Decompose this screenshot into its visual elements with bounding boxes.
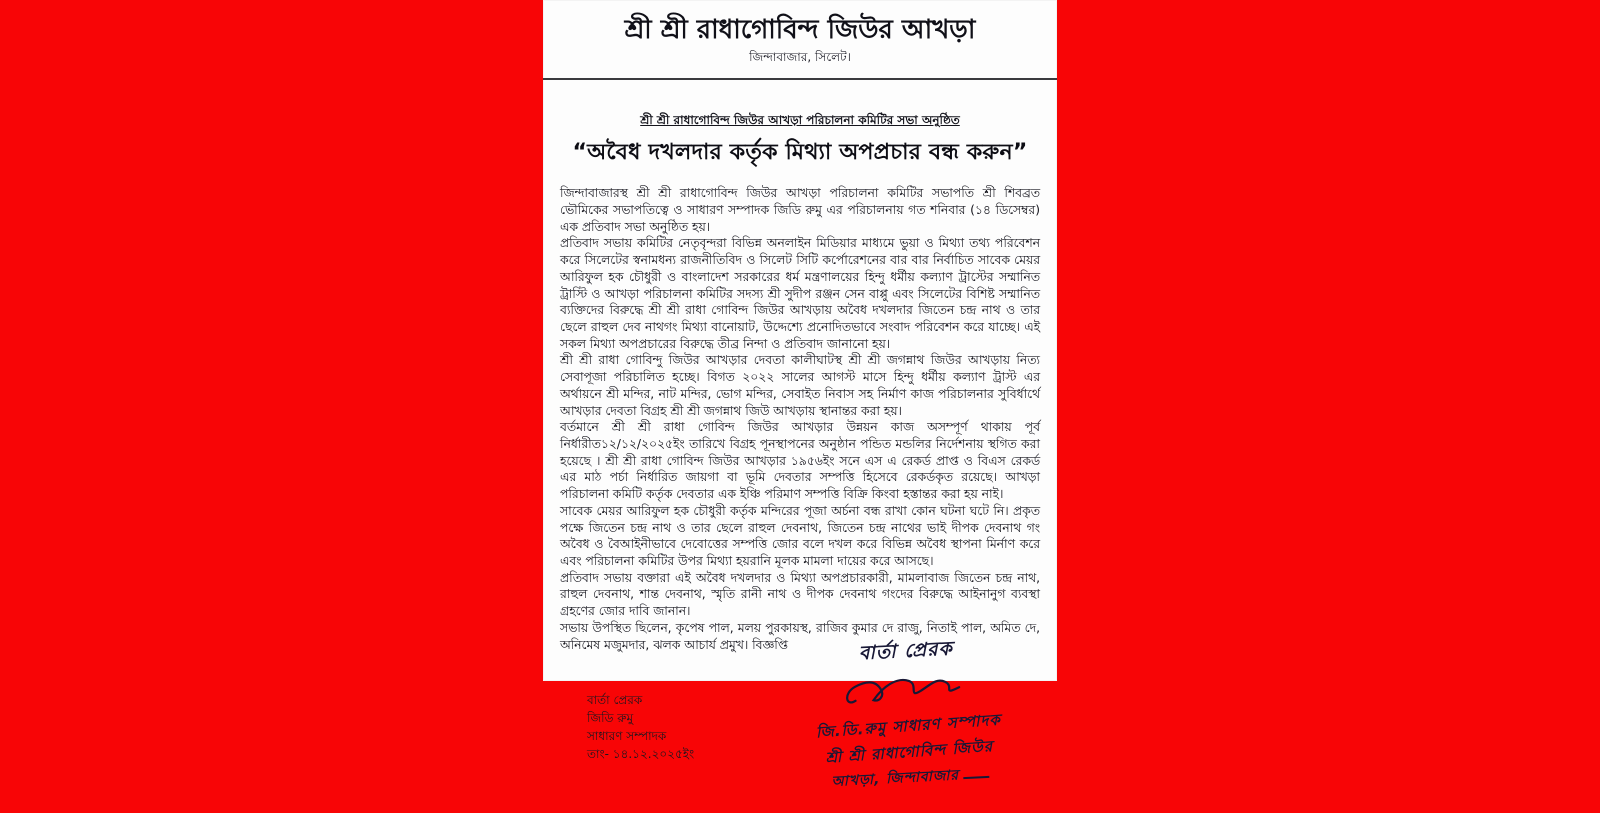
paragraph-6: প্রতিবাদ সভায় বক্তারা এই অবৈধ দখলদার ও মিথ্যা অপপ্রচারকারী, মামলাবাজ জিতেন চন্দ্র নাথ, রাহুল দেবনাথ, শান্ত দেবনাথ, স্মৃতি রানী নাথ ও দীপক দেবনাথ গংদের বিরুদ্ধে আইনানুগ ব্যবস্থা গ্রহণের জোর দাবি জানান। bbox=[560, 570, 1040, 619]
headline-block bbox=[543, 112, 1057, 172]
handwritten-signature-block bbox=[790, 633, 1025, 794]
letterhead-divider bbox=[543, 78, 1057, 80]
letter-body bbox=[543, 185, 1057, 653]
sender-block bbox=[587, 691, 694, 763]
scanned-letter-page bbox=[543, 0, 1057, 791]
organization-address: জিন্দাবাজার, সিলেট। bbox=[749, 50, 851, 65]
sender-date: তাং- ১৪.১২.২০২৫ইং bbox=[587, 747, 695, 762]
handwritten-underline bbox=[963, 776, 989, 779]
sender-name: জিডি রুমু bbox=[587, 711, 634, 726]
handwritten-sender-label: বার্তা প্রেরক bbox=[858, 637, 954, 665]
handwritten-org-line: শ্রী শ্রী রাধাগোবিন্দ জিউর bbox=[824, 737, 994, 768]
organization-title: শ্রী শ্রী রাধাগোবিন্দ জিউর আখড়া bbox=[624, 15, 976, 45]
headline-title: “অবৈধ দখলদার কর্তৃক মিথ্যা অপপ্রচার বন্ধ করুন” bbox=[572, 140, 1028, 166]
paragraph-3: শ্রী শ্রী রাধা গোবিন্দু জিউর আখড়ার দেবতা কালীঘাটস্থ শ্রী শ্রী জগন্নাথ জিউর আখড়ায় নিত্য সেবাপূজা পরিচালিত হচ্ছে। বিগত ২০২২ সালের আগস্ট মাসে হিন্দু ধর্মীয় কল্যাণ ট্রাস্ট এর অর্থায়নে শ্রী মন্দির, নাট মন্দির, ভোগ মন্দির, সেবাইত নিবাস সহ নির্মাণ কাজ পরিচালনার সুবির্ধার্থে আখড়ার দেবতা বিগ্রহ শ্রী শ্রী জগন্নাথ জিউ আখড়ায় স্থানান্তর করা হয়। bbox=[560, 353, 1040, 418]
paragraph-5: সাবেক মেয়র আরিফুল হক চৌধুরী কর্তৃক মন্দিরের পূজা অর্চনা বন্ধ রাখা কোন ঘটনা ঘটে নি। প্রকৃত পক্ষে জিতেন চন্দ্র নাথ ও তার ছেলে রাহুল দেবনাথ, জিতেন চন্দ্র নাথের ভাই দীপক দেবনাথ গং অবৈধ ও বৈআইনীভাবে দেবোত্তের সম্পত্তি জোর বলে দখল করে বিভিন্ন অবৈধ স্থাপনা মির্নাণ করে এবং পরিচালনা কমিটির উপর মিথ্যা হয়রানি মূলক মামলা দায়ের করে আসছে। bbox=[560, 503, 1040, 568]
paragraph-2: প্রতিবাদ সভায় কমিটির নেতৃবৃন্দরা বিভিন্ন অনলাইন মিডিয়ার মাধ্যমে ভুয়া ও মিথ্যা তথ্য পরিবেশন করে সিলেটের স্বনামধন্য রাজনীতিবিদ ও সিলেট সিটি কর্পোরেশনের বার বার নির্বাচিত সাবেক মেয়র আরিফুল হক চৌধুরী ও বাংলাদেশ সরকারের ধর্ম মন্ত্রণালয়ের হিন্দু ধর্মীয় কল্যাণ ট্রাস্টের সম্মানিত ট্রাস্টি ও আখড়া পরিচালনা কমিটির সদস্য শ্রী সুদীপ রঞ্জন সেন বাপ্পু এবং সিলেটের বিশিষ্ট সম্মানিত ব্যক্তিদের বিরুদ্ধে শ্রী শ্রী রাধা গোবিন্দ জিউর আখড়ায় অবৈধ দখলদার জিতেন চন্দ্র নাথ ও তার ছেলে রাহুল দেব নাথগং মিথ্যা বানোয়াট, উদ্দেশ্যে প্রনোদিতভাবে সংবাদ পরিবেশন করে যাচ্ছে। এই সকল মিথ্যা অপপ্রচারের বিরুদ্ধে তীব্র নিন্দা ও প্রতিবাদ জানানো হয়। bbox=[560, 236, 1040, 351]
paragraph-4: বর্তমানে শ্রী শ্রী রাধা গোবিন্দ জিউর আখড়ার উন্নয়ন কাজ অসম্পূর্ণ থাকায় পূর্ব নির্ধারীত১২/১২/২০২৫ইং তারিখে বিগ্রহ পূনস্থাপনের অনুষ্ঠান পন্ডিত মন্ডলির নির্দেশনায় স্থগিত করা হয়েছে । শ্রী শ্রী রাধা গোবিন্দ জিউর আখড়ার ১৯৫৬ইং সনে এস এ রেকর্ড প্রাপ্ত ও বিএস রেকর্ড এর মাঠ পর্চা নির্ধারিত জায়গা বা ভূমি দেবতার সম্পত্তি হিসেবে রেকর্ডকৃত রয়েছে। আখড়া পরিচালনা কমিটি কর্তৃক দেবতার এক ইঞ্চি পরিমাণ সম্পত্তি বিক্রি কিংবা হস্তান্তর করা হয় নাই। bbox=[560, 420, 1040, 502]
letter-footer bbox=[543, 637, 1057, 813]
signature-icon bbox=[836, 667, 977, 716]
paragraph-7: সভায় উপস্থিত ছিলেন, কৃপেষ পাল, মলয় পুরকায়স্থ, রাজিব কুমার দে রাজু, নিতাই পাল, অমিত দে, অনিমেষ মজুমদার, ঝলক আচার্য প্রমুখ। বিজ্ঞপ্তি bbox=[560, 620, 1040, 652]
sender-designation: সাধারণ সম্পাদক bbox=[587, 729, 667, 744]
sender-role-label: বার্তা প্রেরক bbox=[587, 693, 643, 708]
headline-kicker: শ্রী শ্রী রাধাগোবিন্দ জিউর আখড়া পরিচালনা কমিটির সভা অনুষ্ঠিত bbox=[640, 113, 960, 128]
handwritten-designation: জি.ডি.রুমু সাধারণ সম্পাদক bbox=[815, 710, 1002, 742]
handwritten-address-text: আখড়া, জিন্দাবাজার bbox=[831, 767, 960, 791]
paragraph-1: জিন্দাবাজারস্থ শ্রী শ্রী রাধাগোবিন্দ জিউর আখড়া পরিচালনা কমিটির সভাপতি শ্রী শিবব্রত ভৌমিকের সভাপতিত্বে ও সাধারণ সম্পাদক জিডি রুমু এর পরিচালনায় গত শনিবার (১৪ ডিসেম্বর) এক প্রতিবাদ সভা অনুষ্ঠিত হয়। bbox=[560, 186, 1040, 234]
letterhead bbox=[543, 0, 1057, 80]
